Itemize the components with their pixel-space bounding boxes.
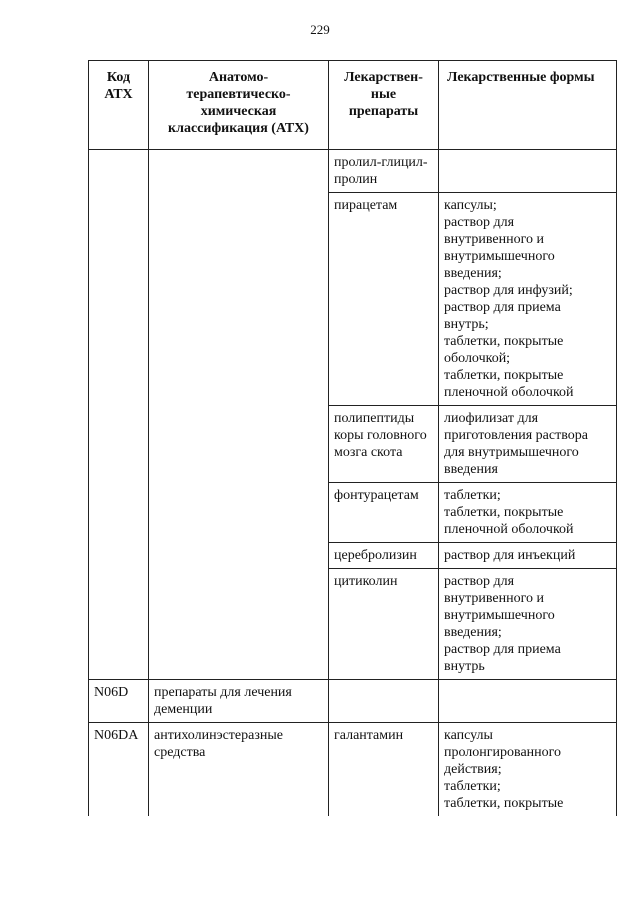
drug-cell: цитиколин	[329, 569, 439, 680]
header-classification: Анатомо- терапевтическо- химическая классификация (АТХ)	[149, 61, 329, 150]
forms-cell: таблетки; таблетки, покрытые пленочной оболочкой	[439, 483, 617, 543]
forms-cell: капсулы пролонгированного действия; таблетки; таблетки, покрытые	[439, 723, 617, 817]
code-cell: N06D	[89, 680, 149, 723]
drug-cell: галантамин	[329, 723, 439, 817]
code-cell: N06DA	[89, 723, 149, 817]
classification-cell: антихолинэстеразные средства	[149, 723, 329, 817]
header-code: Код АТХ	[89, 61, 149, 150]
table-header-row	[89, 61, 617, 150]
code-cell-empty	[89, 150, 149, 680]
drug-cell: пролил-глицил- пролин	[329, 150, 439, 193]
classification-cell-empty	[149, 150, 329, 680]
table-row-n06da	[89, 723, 617, 817]
table-row	[89, 150, 617, 193]
header-drugs: Лекарствен- ные препараты	[329, 61, 439, 150]
drug-cell: церебролизин	[329, 543, 439, 569]
forms-cell	[439, 150, 617, 193]
header-forms: Лекарственные формы	[439, 61, 617, 150]
drug-cell	[329, 680, 439, 723]
forms-cell: раствор для инъекций	[439, 543, 617, 569]
drug-cell: полипептиды коры головного мозга скота	[329, 406, 439, 483]
atx-classification-table	[88, 60, 617, 816]
forms-cell: капсулы; раствор для внутривенного и внутримышечного введения; раствор для инфузий; раствор для приема внутрь; таблетки, покрытые оболочкой; таблетки, покрытые пленочной оболочкой	[439, 193, 617, 406]
page-number: 229	[310, 22, 330, 37]
forms-cell: раствор для внутривенного и внутримышечного введения; раствор для приема внутрь	[439, 569, 617, 680]
drug-cell: пирацетам	[329, 193, 439, 406]
drug-cell: фонтурацетам	[329, 483, 439, 543]
classification-cell: препараты для лечения деменции	[149, 680, 329, 723]
forms-cell: лиофилизат для приготовления раствора для внутримышечного введения	[439, 406, 617, 483]
forms-cell	[439, 680, 617, 723]
table-row-n06d	[89, 680, 617, 723]
